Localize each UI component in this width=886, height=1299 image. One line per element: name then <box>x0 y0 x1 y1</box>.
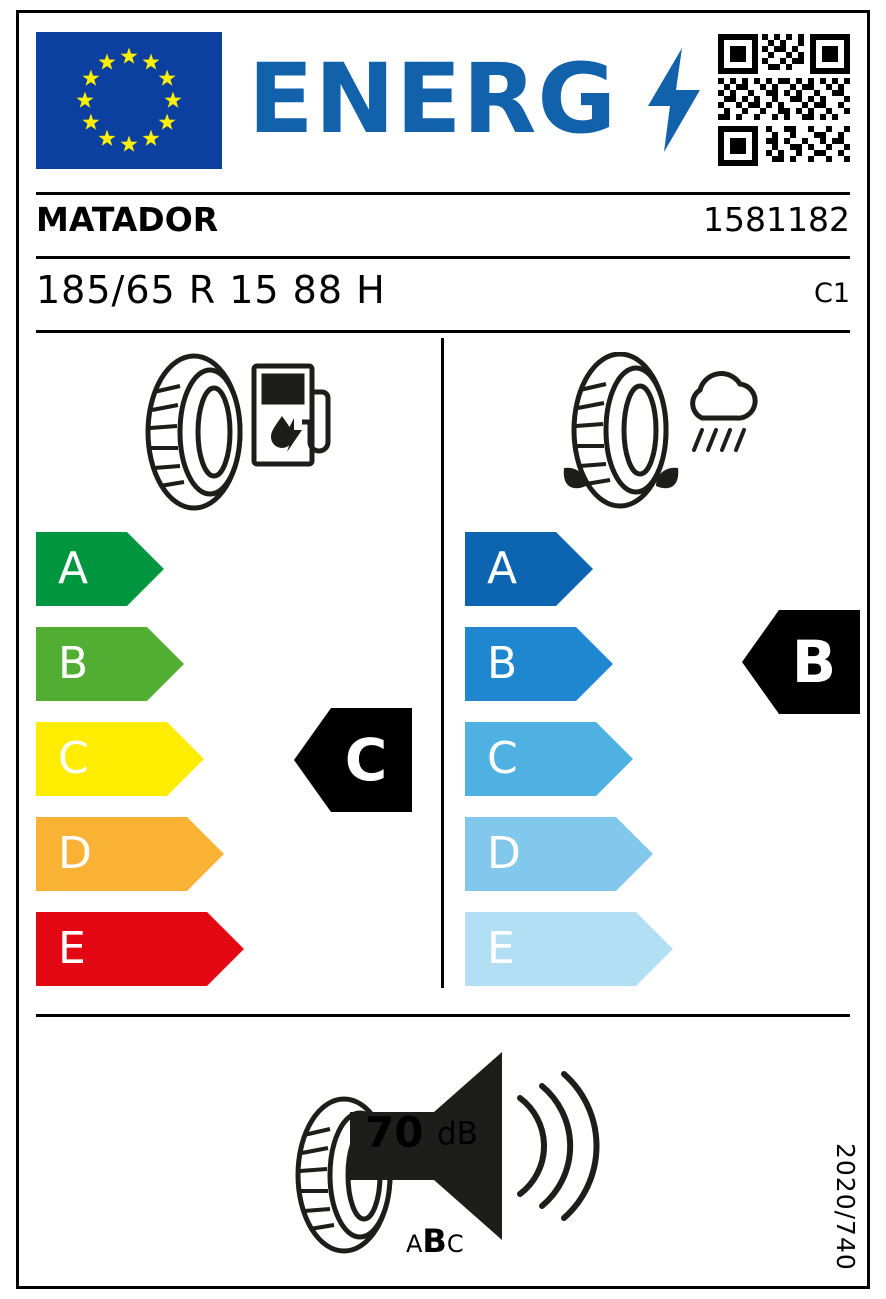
grade-letter: A <box>487 543 518 594</box>
grade-letter: B <box>487 638 518 689</box>
lightning-bolt-icon <box>648 48 700 152</box>
grade-letter: B <box>58 638 89 689</box>
wet-result-letter: B <box>791 628 837 696</box>
divider-top <box>36 192 850 195</box>
eu-flag-icon <box>36 32 222 169</box>
grade-letter: C <box>487 733 518 784</box>
grade-letter: A <box>58 543 89 594</box>
tyre-fuel-pump-icon <box>122 352 332 512</box>
grade-letter: E <box>58 923 86 974</box>
divider-size <box>36 330 850 333</box>
divider-vertical <box>441 338 444 988</box>
divider-brand <box>36 256 850 259</box>
energy-wordmark <box>248 42 688 157</box>
noise-class-c: C <box>446 1230 464 1258</box>
tyre-rain-cloud-icon <box>528 352 758 512</box>
noise-unit: dB <box>437 1116 478 1152</box>
fuel-result-letter: C <box>344 726 388 794</box>
energy-wordmark-text: ENERG <box>248 43 618 155</box>
noise-value: 70 <box>365 1108 424 1157</box>
noise-class-scale <box>406 1222 464 1260</box>
grade-letter: C <box>58 733 89 784</box>
qr-code-icon <box>714 30 854 170</box>
noise-class-b: B <box>422 1222 447 1260</box>
fuel-result-badge <box>294 708 412 812</box>
noise-class-a: A <box>406 1230 423 1258</box>
grade-letter: D <box>487 828 521 879</box>
grade-letter: D <box>58 828 92 879</box>
article-code: 1581182 <box>703 200 850 239</box>
tyre-size: 185/65 R 15 88 H <box>36 268 386 312</box>
divider-noise <box>36 1014 850 1017</box>
wet-result-badge <box>742 610 860 714</box>
tyre-class: C1 <box>813 278 850 309</box>
brand-name: MATADOR <box>36 200 219 239</box>
grade-letter: E <box>487 923 515 974</box>
regulation-reference: 2020/740 <box>831 1143 860 1271</box>
